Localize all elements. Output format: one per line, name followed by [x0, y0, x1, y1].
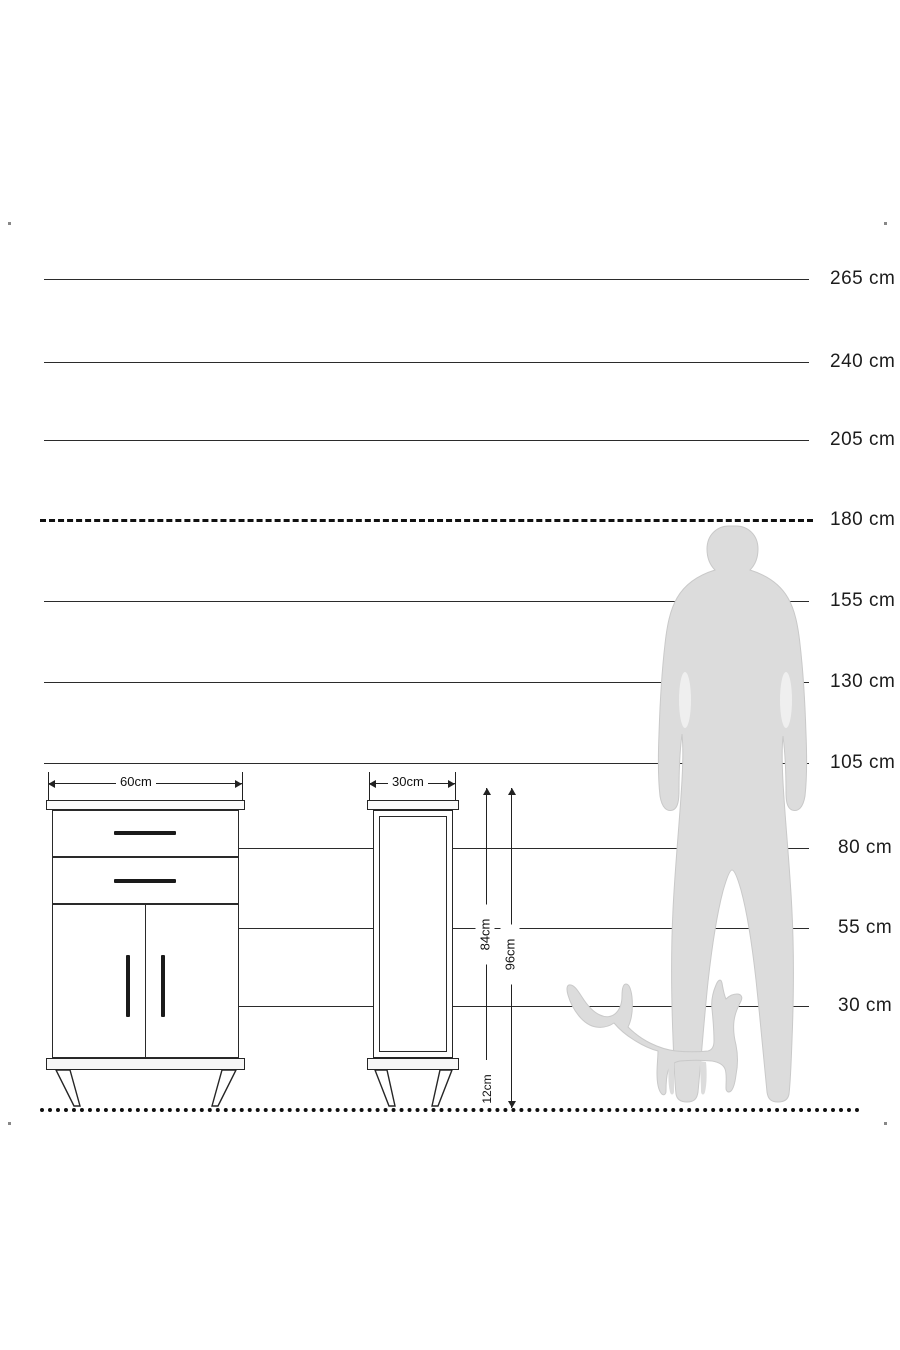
- scale-label-130: 130 cm: [830, 671, 896, 692]
- drawer-handle-icon[interactable]: [114, 879, 176, 883]
- tallboy-plinth: [367, 1058, 459, 1070]
- sideboard-dim-ext-right: [242, 772, 243, 802]
- registration-dot: [884, 222, 887, 225]
- scale-label-205: 205 cm: [830, 429, 896, 450]
- leg-height-label: 12cm: [478, 1060, 496, 1118]
- scale-label-55: 55 cm: [838, 917, 893, 938]
- sideboard-legs: [46, 1070, 246, 1110]
- door-handle-icon[interactable]: [126, 955, 130, 1017]
- scale-line-240: [44, 362, 809, 363]
- tallboy-top-panel: [367, 800, 459, 810]
- scale-label-180: 180 cm: [830, 509, 896, 530]
- cat-silhouette: [562, 965, 752, 1110]
- sideboard-top-panel: [46, 800, 245, 810]
- scale-label-30: 30 cm: [838, 995, 893, 1016]
- sideboard-plinth: [46, 1058, 245, 1070]
- door-handle-icon[interactable]: [161, 955, 165, 1017]
- scale-label-265: 265 cm: [830, 268, 896, 289]
- registration-dot: [8, 1122, 11, 1125]
- tallboy-dim-ext-right: [455, 772, 456, 802]
- sideboard-door-split: [145, 904, 146, 1058]
- tallboy-width-label: 30cm: [388, 774, 428, 789]
- scale-label-155: 155 cm: [830, 590, 896, 611]
- scale-label-240: 240 cm: [830, 351, 896, 372]
- registration-dot: [8, 222, 11, 225]
- sideboard-width-label: 60cm: [116, 774, 156, 789]
- scale-line-265: [44, 279, 809, 280]
- floor-line: [40, 1108, 860, 1112]
- registration-dot: [884, 1122, 887, 1125]
- scale-label-105: 105 cm: [830, 752, 896, 773]
- tallboy-door[interactable]: [379, 816, 447, 1052]
- tallboy-body-height-label: 84cm: [476, 905, 495, 965]
- tallboy-legs: [367, 1070, 460, 1110]
- drawer-handle-icon[interactable]: [114, 831, 176, 835]
- scale-label-80: 80 cm: [838, 837, 893, 858]
- scale-line-205: [44, 440, 809, 441]
- tallboy-total-height-label: 96cm: [501, 925, 520, 985]
